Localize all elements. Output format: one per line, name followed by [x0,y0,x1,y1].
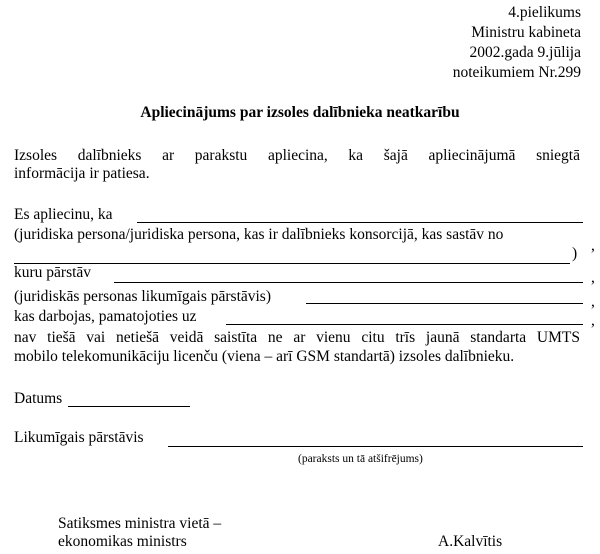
comma-2: , [591,269,595,286]
intro-line-2: informācija ir patiesa. [14,165,150,182]
kas-darbojas-label: kas darbojas, pamatojoties uz [14,308,197,325]
comma-3: , [591,293,595,310]
juridiska-note: (juridiska persona/juridiska persona, kas ir dalībnieks konsorcijā, kas sastāv no [14,226,504,243]
datums-label: Datums [14,390,63,407]
signature-line[interactable] [168,446,583,447]
applicant-name-line[interactable] [137,222,583,223]
regulation-line: noteikumiem Nr.299 [452,64,581,81]
comma-4: , [591,312,595,329]
likumigais-note: (juridiskās personas likumīgais pārstāvis) [14,288,271,305]
signature-note: (paraksts un tā atšifrējums) [298,453,423,465]
close-paren: ) [572,245,578,262]
basis-line[interactable] [226,324,583,325]
statement-line-2: mobilo telekomunikāciju licenču (viena – arī GSM standartā) izsoles dalībnieku. [14,348,515,365]
kuru-parstav-label: kuru pārstāv [14,264,92,281]
representative-line[interactable] [114,282,583,283]
date-field-line[interactable] [68,406,190,407]
minister-position-line-1: Satiksmes ministra vietā – [58,515,222,532]
statement-line-1: nav tiešā vai netiešā veidā saistīta ne ar vienu citu trīs jaunā standarta UMTS [14,329,580,346]
intro-line-1: Izsoles dalībnieks ar parakstu apliecina, ka šajā apliecinājumā sniegtā [14,147,580,164]
comma-1: , [591,237,595,254]
es-apliecinu-label: Es apliecinu, ka [14,206,113,223]
likumigais-parstavis-label: Likumīgais pārstāvis [14,429,144,446]
minister-name: A.Kalvītis [438,533,503,550]
date-line: 2002.gada 9.jūlija [469,44,581,61]
cabinet-line: Ministru kabineta [471,24,581,41]
minister-position-line-2: ekonomikas ministrs [58,533,187,550]
representative-line-2[interactable] [306,303,583,304]
consortium-members-line[interactable] [14,263,570,264]
annex-number: 4.pielikums [508,4,581,21]
document-title: Apliecinājums par izsoles dalībnieka neatkarību [140,104,460,121]
